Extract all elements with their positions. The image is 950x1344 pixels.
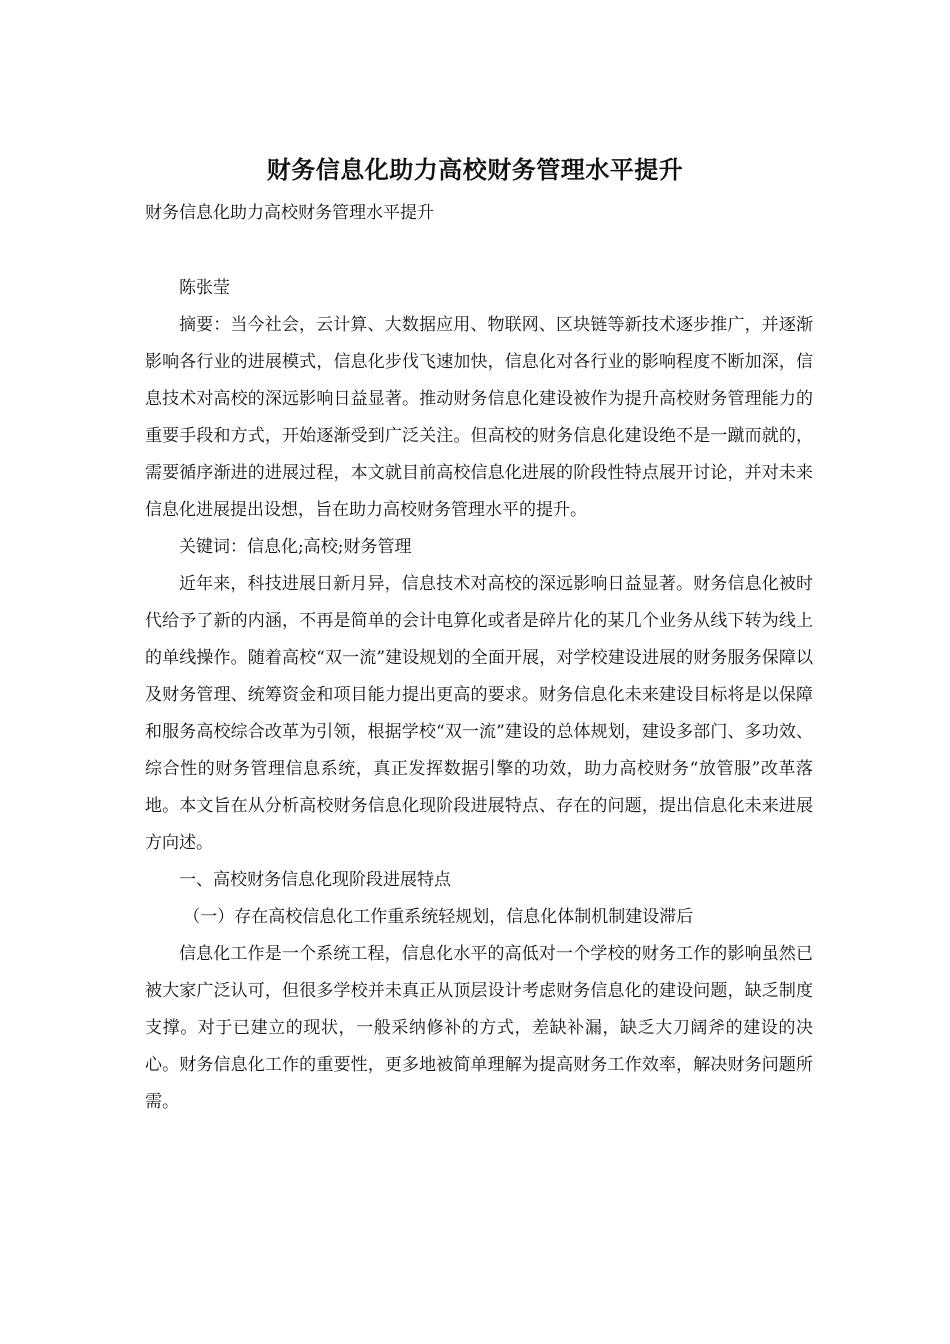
- author-name: 陈张莹: [179, 278, 230, 298]
- document-body: [145, 270, 813, 1121]
- intro-paragraph: 近年来，科技进展日新月异，信息技术对高校的深远影响日益显著。财务信息化被时代给予了新的内涵，不再是简单的会计电算化或者是碎片化的某几个业务从线下转为线上的单线操作。随着高校“双一流”建设规划的全面开展，对学校建设进展的财务服务保障以及财务管理、统筹资金和项目能力提出更高的要求。财务信息化未来建设目标将是以保障和服务高校综合改革为引领，根据学校“双一流”建设的总体规划，建设多部门、多功效、综合性的财务管理信息系统，真正发挥数据引擎的功效，助力高校财务“放管服”改革落地。本文旨在从分析高校财务信息化现阶段进展特点、存在的问题，提出信息化未来进展方向述。: [145, 574, 813, 853]
- document-subtitle: 财务信息化助力高校财务管理水平提升: [145, 203, 434, 223]
- subsection-heading: （一）存在高校信息化工作重系统轻规划，信息化体制机制建设滞后: [183, 907, 694, 927]
- document-title: 财务信息化助力高校财务管理水平提升: [266, 156, 684, 184]
- section-heading: 一、高校财务信息化现阶段进展特点: [179, 870, 451, 890]
- abstract-paragraph: 摘要：当今社会，云计算、大数据应用、物联网、区块链等新技术逐步推广，并逐渐影响各行业的进展模式，信息化步伐飞速加快，信息化对各行业的影响程度不断加深，信息技术对高校的深远影响日益显著。推动财务信息化建设被作为提升高校财务管理能力的重要手段和方式，开始逐渐受到广泛关注。但高校的财务信息化建设绝不是一蹴而就的，需要循序渐进的进展过程，本文就目前高校信息化进展的阶段性特点展开讨论，并对未来信息化进展提出设想，旨在助力高校财务管理水平的提升。: [145, 315, 813, 520]
- keywords-line: 关键词：信息化;高校;财务管理: [179, 537, 412, 557]
- body-paragraph: 信息化工作是一个系统工程，信息化水平的高低对一个学校的财务工作的影响虽然已被大家广泛认可，但很多学校并未真正从顶层设计考虑财务信息化的建设问题，缺乏制度支撑。对于已建立的现状，一般采纳修补的方式，差缺补漏，缺乏大刀阔斧的建设的决心。财务信息化工作的重要性，更多地被简单理解为提高财务工作效率，解决财务问题所需。: [145, 944, 813, 1112]
